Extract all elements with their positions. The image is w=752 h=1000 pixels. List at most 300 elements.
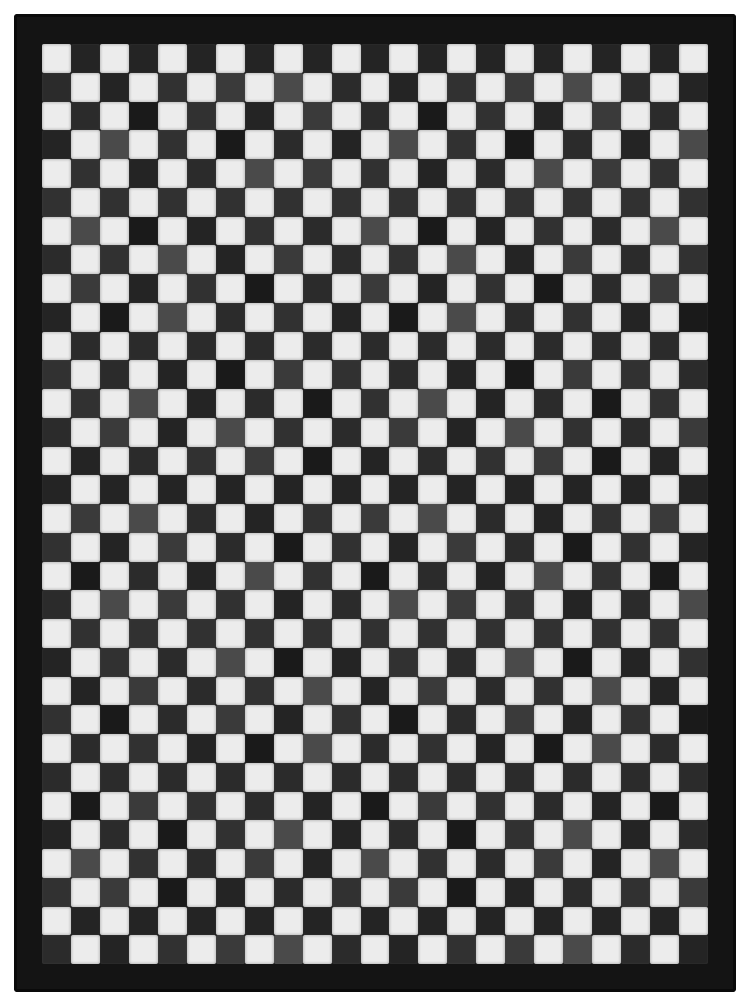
quilt-square-light (100, 504, 129, 533)
quilt-square-light (187, 303, 216, 332)
quilt-square-light (274, 907, 303, 936)
quilt-square-dark (100, 590, 129, 619)
quilt-square-dark (158, 878, 187, 907)
quilt-square-light (187, 130, 216, 159)
quilt-square-dark (332, 705, 361, 734)
quilt-square-light (621, 677, 650, 706)
quilt-square-light (563, 619, 592, 648)
quilt-square-light (650, 130, 679, 159)
quilt-square-light (71, 73, 100, 102)
quilt-square-light (679, 619, 708, 648)
quilt-square-dark (534, 44, 563, 73)
quilt-square-dark (418, 447, 447, 476)
quilt-square-light (361, 475, 390, 504)
quilt-square-light (274, 734, 303, 763)
quilt-square-dark (158, 820, 187, 849)
quilt-square-light (71, 705, 100, 734)
quilt-square-dark (534, 734, 563, 763)
quilt-square-light (418, 188, 447, 217)
quilt-square-dark (274, 188, 303, 217)
quilt-square-dark (216, 360, 245, 389)
quilt-square-light (563, 562, 592, 591)
quilt-square-light (389, 274, 418, 303)
quilt-square-light (245, 73, 274, 102)
quilt-square-light (563, 102, 592, 131)
quilt-square-light (650, 878, 679, 907)
quilt-square-light (389, 44, 418, 73)
quilt-square-light (100, 102, 129, 131)
quilt-square-dark (621, 935, 650, 964)
quilt-square-dark (476, 562, 505, 591)
quilt-square-dark (563, 360, 592, 389)
quilt-square-light (71, 303, 100, 332)
quilt-square-dark (534, 619, 563, 648)
quilt-square-dark (303, 849, 332, 878)
quilt-square-light (418, 533, 447, 562)
quilt-square-light (389, 619, 418, 648)
quilt-square-dark (332, 533, 361, 562)
quilt-square-dark (621, 303, 650, 332)
quilt-square-light (534, 73, 563, 102)
quilt-square-dark (274, 475, 303, 504)
quilt-square-light (418, 763, 447, 792)
quilt-square-light (216, 677, 245, 706)
quilt-square-light (650, 590, 679, 619)
quilt-square-light (650, 418, 679, 447)
quilt-square-dark (361, 504, 390, 533)
quilt-square-light (274, 792, 303, 821)
quilt-square-light (245, 245, 274, 274)
quilt-square-light (650, 820, 679, 849)
quilt-square-light (332, 907, 361, 936)
quilt-square-dark (361, 562, 390, 591)
quilt-square-dark (476, 792, 505, 821)
quilt-square-dark (158, 245, 187, 274)
quilt-square-light (621, 102, 650, 131)
quilt-square-dark (679, 73, 708, 102)
quilt-square-light (447, 907, 476, 936)
quilt-square-dark (534, 159, 563, 188)
quilt-square-dark (216, 590, 245, 619)
quilt-square-dark (158, 360, 187, 389)
quilt-square-dark (129, 159, 158, 188)
quilt-square-dark (389, 418, 418, 447)
quilt-square-light (476, 245, 505, 274)
quilt-square-dark (100, 878, 129, 907)
quilt-square-light (129, 763, 158, 792)
quilt-square-dark (303, 274, 332, 303)
quilt-square-light (245, 130, 274, 159)
quilt-square-light (100, 159, 129, 188)
quilt-square-dark (476, 102, 505, 131)
quilt-square-light (216, 619, 245, 648)
quilt-square-dark (245, 734, 274, 763)
quilt-square-dark (389, 245, 418, 274)
quilt-square-dark (158, 303, 187, 332)
quilt-square-dark (476, 332, 505, 361)
quilt-square-dark (361, 44, 390, 73)
quilt-square-dark (71, 332, 100, 361)
quilt-square-light (332, 389, 361, 418)
quilt-square-light (274, 504, 303, 533)
quilt-square-light (650, 648, 679, 677)
quilt-square-dark (505, 648, 534, 677)
quilt-square-dark (476, 849, 505, 878)
quilt-square-dark (42, 705, 71, 734)
quilt-square-dark (447, 73, 476, 102)
quilt-square-light (274, 562, 303, 591)
quilt-square-light (71, 878, 100, 907)
quilt-square-light (274, 274, 303, 303)
quilt-square-dark (303, 159, 332, 188)
quilt-square-dark (563, 935, 592, 964)
quilt-square-dark (505, 303, 534, 332)
quilt-square-dark (650, 389, 679, 418)
quilt-square-dark (621, 360, 650, 389)
quilt-square-dark (592, 734, 621, 763)
quilt-square-dark (303, 562, 332, 591)
quilt-square-dark (245, 389, 274, 418)
quilt-square-dark (332, 935, 361, 964)
quilt-square-light (245, 475, 274, 504)
quilt-square-light (418, 130, 447, 159)
quilt-square-dark (158, 188, 187, 217)
quilt-square-dark (332, 418, 361, 447)
quilt-square-dark (361, 159, 390, 188)
quilt-square-dark (505, 878, 534, 907)
quilt-square-dark (621, 878, 650, 907)
quilt-square-light (216, 332, 245, 361)
quilt-square-dark (650, 677, 679, 706)
quilt-square-light (447, 792, 476, 821)
quilt-square-dark (361, 734, 390, 763)
quilt-square-dark (621, 245, 650, 274)
quilt-square-dark (274, 245, 303, 274)
quilt-square-light (71, 533, 100, 562)
quilt-square-light (187, 705, 216, 734)
quilt-square-dark (245, 332, 274, 361)
quilt-square-light (187, 245, 216, 274)
quilt-square-light (361, 935, 390, 964)
quilt-square-dark (447, 475, 476, 504)
quilt-square-light (621, 159, 650, 188)
quilt-square-dark (621, 763, 650, 792)
quilt-square-dark (245, 792, 274, 821)
quilt-square-light (42, 332, 71, 361)
quilt-square-dark (361, 447, 390, 476)
quilt-square-dark (216, 533, 245, 562)
quilt-square-light (129, 533, 158, 562)
quilt-square-light (361, 73, 390, 102)
quilt-square-dark (389, 360, 418, 389)
quilt-square-light (158, 332, 187, 361)
quilt-square-light (216, 734, 245, 763)
quilt-square-dark (274, 533, 303, 562)
quilt-square-dark (563, 763, 592, 792)
quilt-square-dark (447, 303, 476, 332)
quilt-square-dark (274, 360, 303, 389)
quilt-square-dark (100, 648, 129, 677)
quilt-square-light (505, 102, 534, 131)
quilt-square-dark (42, 820, 71, 849)
quilt-square-light (332, 619, 361, 648)
quilt-square-dark (505, 418, 534, 447)
quilt-square-dark (187, 677, 216, 706)
quilt-square-light (418, 878, 447, 907)
quilt-square-light (563, 447, 592, 476)
quilt-square-dark (187, 619, 216, 648)
quilt-square-light (361, 648, 390, 677)
quilt-square-light (245, 533, 274, 562)
quilt-square-dark (679, 418, 708, 447)
quilt-square-light (129, 303, 158, 332)
quilt-square-dark (592, 44, 621, 73)
quilt-square-dark (418, 734, 447, 763)
quilt-square-light (476, 590, 505, 619)
quilt-square-dark (592, 619, 621, 648)
quilt-square-light (418, 935, 447, 964)
quilt-square-light (389, 677, 418, 706)
quilt-square-dark (129, 44, 158, 73)
quilt-square-dark (100, 360, 129, 389)
quilt-square-dark (129, 677, 158, 706)
quilt-square-light (679, 907, 708, 936)
quilt-square-dark (592, 849, 621, 878)
quilt-square-dark (216, 188, 245, 217)
quilt-square-light (505, 332, 534, 361)
quilt-square-light (129, 590, 158, 619)
quilt-square-light (476, 763, 505, 792)
quilt-square-light (332, 332, 361, 361)
quilt-square-light (447, 734, 476, 763)
quilt-square-dark (42, 360, 71, 389)
quilt-square-dark (563, 590, 592, 619)
quilt-square-dark (274, 648, 303, 677)
quilt-square-dark (389, 130, 418, 159)
quilt-square-dark (245, 907, 274, 936)
quilt-square-dark (158, 418, 187, 447)
quilt-square-dark (621, 590, 650, 619)
quilt-square-dark (389, 705, 418, 734)
quilt-square-dark (361, 907, 390, 936)
quilt-square-light (216, 504, 245, 533)
quilt-square-light (447, 44, 476, 73)
quilt-square-dark (187, 102, 216, 131)
quilt-square-dark (187, 849, 216, 878)
quilt-square-dark (216, 763, 245, 792)
quilt-square-dark (679, 648, 708, 677)
quilt-square-light (418, 245, 447, 274)
quilt-square-dark (679, 935, 708, 964)
quilt-square-light (361, 303, 390, 332)
quilt-square-light (621, 849, 650, 878)
quilt-square-light (447, 849, 476, 878)
quilt-square-light (100, 447, 129, 476)
quilt-square-light (563, 274, 592, 303)
quilt-square-light (534, 360, 563, 389)
quilt-square-light (592, 590, 621, 619)
quilt-square-dark (187, 159, 216, 188)
quilt-square-light (158, 619, 187, 648)
quilt-square-dark (42, 590, 71, 619)
quilt-square-dark (592, 677, 621, 706)
quilt-square-light (71, 935, 100, 964)
quilt-square-dark (129, 332, 158, 361)
quilt-square-light (216, 217, 245, 246)
quilt-square-dark (650, 159, 679, 188)
quilt-square-dark (389, 533, 418, 562)
quilt-square-light (505, 274, 534, 303)
quilt-square-light (592, 73, 621, 102)
quilt-square-dark (158, 763, 187, 792)
quilt-square-dark (129, 907, 158, 936)
quilt-square-dark (650, 907, 679, 936)
quilt-square-dark (476, 734, 505, 763)
quilt-square-light (679, 274, 708, 303)
quilt-square-light (592, 188, 621, 217)
quilt-square-light (332, 677, 361, 706)
quilt-square-dark (303, 44, 332, 73)
quilt-square-dark (534, 562, 563, 591)
quilt-square-light (129, 475, 158, 504)
quilt-square-light (187, 188, 216, 217)
quilt-square-light (389, 447, 418, 476)
quilt-square-light (71, 130, 100, 159)
quilt-square-light (476, 130, 505, 159)
quilt-square-dark (71, 677, 100, 706)
quilt-square-dark (42, 303, 71, 332)
quilt-square-dark (332, 360, 361, 389)
quilt-square-dark (563, 73, 592, 102)
quilt-square-light (505, 447, 534, 476)
quilt-square-dark (71, 217, 100, 246)
quilt-square-dark (592, 274, 621, 303)
quilt-square-light (476, 935, 505, 964)
quilt-square-light (389, 734, 418, 763)
quilt-square-light (216, 907, 245, 936)
quilt-square-dark (563, 188, 592, 217)
quilt-square-light (129, 648, 158, 677)
quilt-square-light (476, 705, 505, 734)
quilt-square-dark (274, 705, 303, 734)
quilt-square-dark (621, 188, 650, 217)
quilt-square-dark (447, 188, 476, 217)
quilt-square-dark (389, 475, 418, 504)
quilt-square-light (303, 475, 332, 504)
quilt-square-dark (563, 648, 592, 677)
quilt-square-dark (505, 705, 534, 734)
quilt-square-light (361, 820, 390, 849)
quilt-square-light (303, 820, 332, 849)
quilt-square-dark (389, 303, 418, 332)
quilt-square-light (303, 533, 332, 562)
quilt-square-light (650, 360, 679, 389)
quilt-square-dark (476, 504, 505, 533)
quilt-square-light (100, 677, 129, 706)
quilt-square-dark (42, 763, 71, 792)
quilt-square-light (303, 878, 332, 907)
quilt-square-light (476, 188, 505, 217)
quilt-square-dark (476, 389, 505, 418)
quilt-square-dark (100, 130, 129, 159)
quilt-square-light (42, 159, 71, 188)
quilt-square-dark (418, 274, 447, 303)
quilt-square-dark (592, 447, 621, 476)
quilt-square-dark (621, 705, 650, 734)
quilt-square-light (158, 907, 187, 936)
quilt-square-dark (361, 677, 390, 706)
quilt-square-light (332, 44, 361, 73)
quilt-square-dark (303, 447, 332, 476)
quilt-square-dark (71, 44, 100, 73)
quilt-square-dark (129, 734, 158, 763)
quilt-square-light (476, 360, 505, 389)
quilt-square-light (42, 389, 71, 418)
quilt-square-dark (505, 935, 534, 964)
quilt-square-dark (42, 73, 71, 102)
quilt-square-dark (592, 907, 621, 936)
quilt-square-dark (389, 648, 418, 677)
quilt-square-light (563, 907, 592, 936)
quilt-square-dark (592, 102, 621, 131)
quilt-square-dark (332, 303, 361, 332)
quilt-square-light (245, 303, 274, 332)
quilt-square-dark (563, 130, 592, 159)
quilt-square-dark (621, 73, 650, 102)
quilt-square-light (563, 44, 592, 73)
quilt-square-dark (679, 475, 708, 504)
quilt-square-dark (303, 389, 332, 418)
quilt-square-dark (71, 562, 100, 591)
quilt-square-light (216, 159, 245, 188)
quilt-square-dark (303, 734, 332, 763)
quilt-square-dark (534, 792, 563, 821)
quilt-square-light (42, 44, 71, 73)
quilt-square-dark (650, 274, 679, 303)
quilt-square-dark (158, 590, 187, 619)
quilt-square-light (621, 217, 650, 246)
quilt-square-light (650, 705, 679, 734)
quilt-square-dark (100, 188, 129, 217)
quilt-square-dark (447, 130, 476, 159)
quilt-square-light (389, 159, 418, 188)
quilt-square-dark (129, 217, 158, 246)
quilt-square-light (447, 217, 476, 246)
quilt-square-dark (129, 849, 158, 878)
quilt-square-light (158, 562, 187, 591)
quilt-square-light (274, 619, 303, 648)
quilt-square-light (129, 360, 158, 389)
quilt-square-dark (100, 418, 129, 447)
quilt-square-dark (447, 245, 476, 274)
quilt-square-dark (476, 44, 505, 73)
quilt-square-dark (245, 677, 274, 706)
quilt-square-dark (361, 102, 390, 131)
quilt-square-light (71, 820, 100, 849)
quilt-square-dark (418, 332, 447, 361)
quilt-square-light (158, 849, 187, 878)
quilt-square-light (505, 619, 534, 648)
quilt-square-dark (42, 475, 71, 504)
quilt-square-dark (679, 130, 708, 159)
quilt-square-light (129, 935, 158, 964)
quilt-square-dark (216, 73, 245, 102)
quilt-square-dark (332, 763, 361, 792)
quilt-square-dark (303, 677, 332, 706)
quilt-square-light (245, 418, 274, 447)
quilt-square-dark (245, 447, 274, 476)
quilt-square-dark (129, 619, 158, 648)
